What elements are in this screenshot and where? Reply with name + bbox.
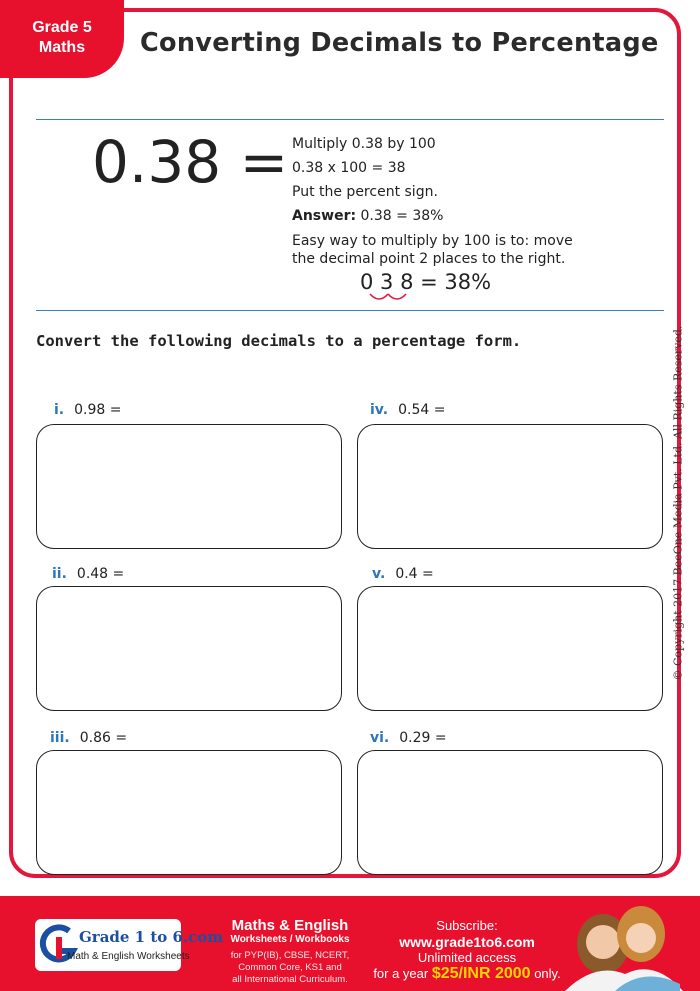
answer-box[interactable]: [357, 586, 663, 711]
site-logo[interactable]: [35, 919, 224, 971]
footer-curriculum: [220, 950, 360, 986]
step-multiply: Multiply 0.38 by 100: [292, 136, 436, 152]
question-label: [54, 402, 121, 418]
question-number: iv.: [370, 402, 389, 418]
answer-box[interactable]: [36, 586, 342, 711]
answer-box[interactable]: [357, 750, 663, 875]
page-title: Converting Decimals to Percentage: [140, 28, 659, 58]
logo-title: Grade 1 to 6.com: [79, 928, 224, 946]
question-label: [370, 402, 445, 418]
grade-badge: [0, 0, 124, 78]
footer-offer-title: Maths & English: [231, 917, 349, 934]
question-number: iii.: [50, 730, 70, 746]
footer-subscribe: [372, 918, 562, 982]
question-number: ii.: [52, 566, 67, 582]
instruction-text: Convert the following decimals to a percentage form.: [36, 332, 522, 350]
tip-line-2: the decimal point 2 places to the right.: [292, 251, 566, 267]
footer-banner: [0, 896, 700, 991]
example-steps: [292, 132, 573, 268]
price-suffix: only.: [530, 966, 561, 981]
answer-label: Answer:: [292, 208, 357, 224]
question-label: [372, 566, 434, 582]
step-calculation: 0.38 x 100 = 38: [292, 160, 406, 176]
question-expression: 0.48 =: [76, 566, 125, 582]
step-answer: [292, 204, 573, 228]
decimal-shift-arrows-icon: [362, 292, 422, 306]
tip-line-1: Easy way to multiply by 100 is to: move: [292, 233, 573, 249]
question-expression: 0.29 =: [399, 730, 447, 746]
copyright-text: © Copyright 2017 BeeOne Media Pvt. Ltd. All Rights Reserved.: [671, 325, 685, 681]
footer-curriculum-line: for PYP(IB), CBSE, NCERT,: [230, 950, 350, 961]
example-expression: 0.38 =: [92, 128, 289, 196]
bottom-divider: [36, 310, 664, 311]
access-text: Unlimited access: [417, 950, 517, 965]
subscribe-link[interactable]: www.grade1to6.com: [399, 934, 535, 950]
question-expression: 0.86 =: [79, 730, 128, 746]
price-prefix: for a year: [373, 966, 432, 981]
question-label: [52, 566, 124, 582]
grade-label: Grade 5: [32, 19, 92, 36]
answer-box[interactable]: [36, 750, 342, 875]
footer-offer-subtitle: Worksheets / Workbooks: [230, 934, 350, 945]
question-expression: 0.4 =: [395, 566, 434, 582]
subject-label: Maths: [38, 39, 86, 56]
answer-box[interactable]: [36, 424, 342, 549]
top-divider: [36, 119, 664, 120]
answer-value: 0.38 = 38%: [356, 208, 444, 224]
logo-subtitle: Math & English Worksheets: [67, 951, 190, 962]
step-percent-sign: Put the percent sign.: [292, 184, 438, 200]
subscribe-label: Subscribe:: [436, 918, 498, 933]
question-label: [370, 730, 447, 746]
family-photo-icon: [555, 904, 685, 991]
footer-curriculum-line: all International Curriculum.: [232, 974, 348, 985]
question-number: vi.: [370, 730, 390, 746]
question-expression: 0.98 =: [74, 402, 122, 418]
answer-box[interactable]: [357, 424, 663, 549]
price-line: [372, 966, 562, 982]
footer-offer: [220, 918, 360, 986]
footer-curriculum-line: Common Core, KS1 and: [238, 962, 342, 973]
decimal-shift-text: 0 3 8 = 38%: [360, 270, 492, 294]
question-number: i.: [54, 402, 65, 418]
price-value: $25/INR 2000: [431, 965, 531, 982]
question-number: v.: [372, 566, 386, 582]
decimal-shift-demo: [360, 270, 491, 294]
question-label: [50, 730, 127, 746]
question-expression: 0.54 =: [398, 402, 446, 418]
